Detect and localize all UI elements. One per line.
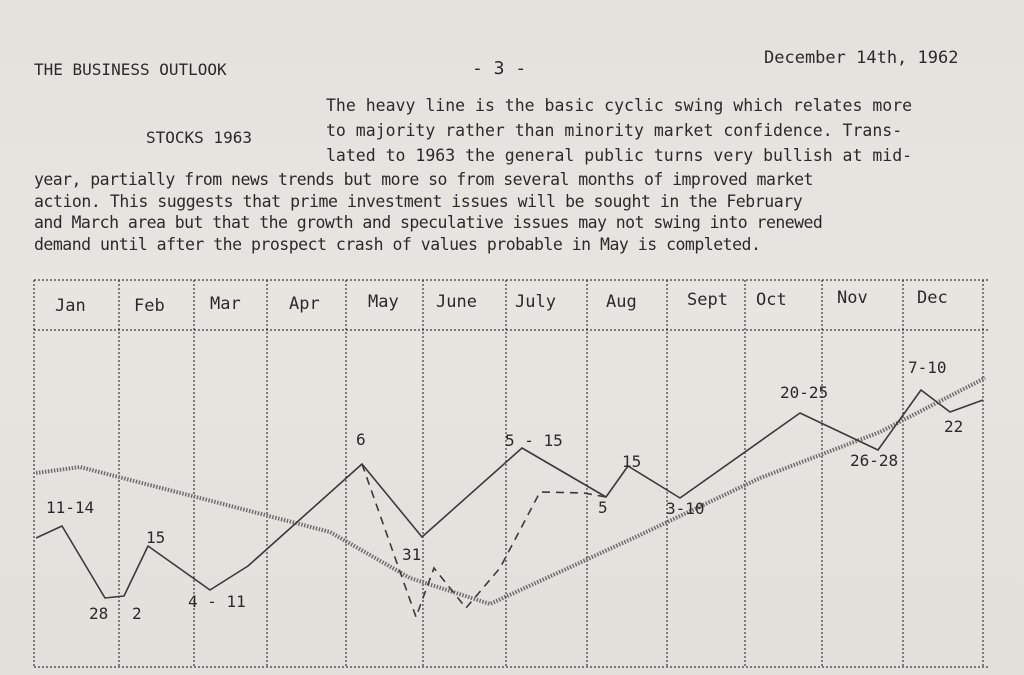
month-label: May xyxy=(368,292,399,312)
month-label: Feb xyxy=(134,296,165,316)
month-label: Nov xyxy=(837,288,868,308)
publication-title: THE BUSINESS OUTLOOK xyxy=(34,60,227,79)
data-annotation: 4 - 11 xyxy=(188,592,246,611)
data-annotation: 5 xyxy=(598,498,608,517)
chart-grid xyxy=(34,280,990,667)
paragraph-line: and March area but that the growth and speculative issues may not swing into renewed xyxy=(34,213,823,232)
paragraph-line: to majority rather than minority market confidence. Trans- xyxy=(326,121,903,140)
data-annotation: 31 xyxy=(402,545,422,564)
month-label: Sept xyxy=(687,290,728,310)
month-label: Dec xyxy=(917,288,948,308)
data-annotation: 15 xyxy=(622,452,642,471)
month-label: Jan xyxy=(55,296,86,316)
data-annotation: 3-10 xyxy=(666,499,705,518)
paragraph-line: action. This suggests that prime investment issues will be sought in the February xyxy=(34,192,803,211)
data-annotation: 15 xyxy=(146,528,166,547)
data-annotation: 7-10 xyxy=(908,358,947,377)
month-label: July xyxy=(515,292,556,312)
data-annotation: 11-14 xyxy=(46,498,95,517)
month-label: Oct xyxy=(756,290,787,310)
paragraph-line: year, partially from news trends but more so from several months of improved market xyxy=(34,170,813,189)
paragraph-line: lated to 1963 the general public turns very bullish at mid- xyxy=(326,146,913,165)
data-annotation: 2 xyxy=(132,604,142,623)
month-label: June xyxy=(436,292,477,312)
data-annotation: 5 - 15 xyxy=(505,431,563,450)
data-annotation: 26-28 xyxy=(850,451,899,470)
market-swing-line xyxy=(36,390,983,598)
month-label: Aug xyxy=(606,292,637,312)
page-number: - 3 - xyxy=(472,58,527,79)
paragraph-line: The heavy line is the basic cyclic swing which relates more xyxy=(326,96,913,115)
section-title: STOCKS 1963 xyxy=(146,128,252,147)
month-label: Apr xyxy=(289,294,320,314)
month-label: Mar xyxy=(210,294,241,314)
data-annotation: 20-25 xyxy=(780,383,829,402)
data-annotation: 28 xyxy=(89,604,109,623)
alternate-dashed-line xyxy=(362,464,606,617)
paragraph-line: demand until after the prospect crash of values probable in May is completed. xyxy=(34,235,761,254)
basic-cycle-line xyxy=(36,378,985,604)
data-annotation: 6 xyxy=(356,430,366,449)
data-annotation: 22 xyxy=(944,417,964,436)
document-date: December 14th, 1962 xyxy=(764,48,959,68)
